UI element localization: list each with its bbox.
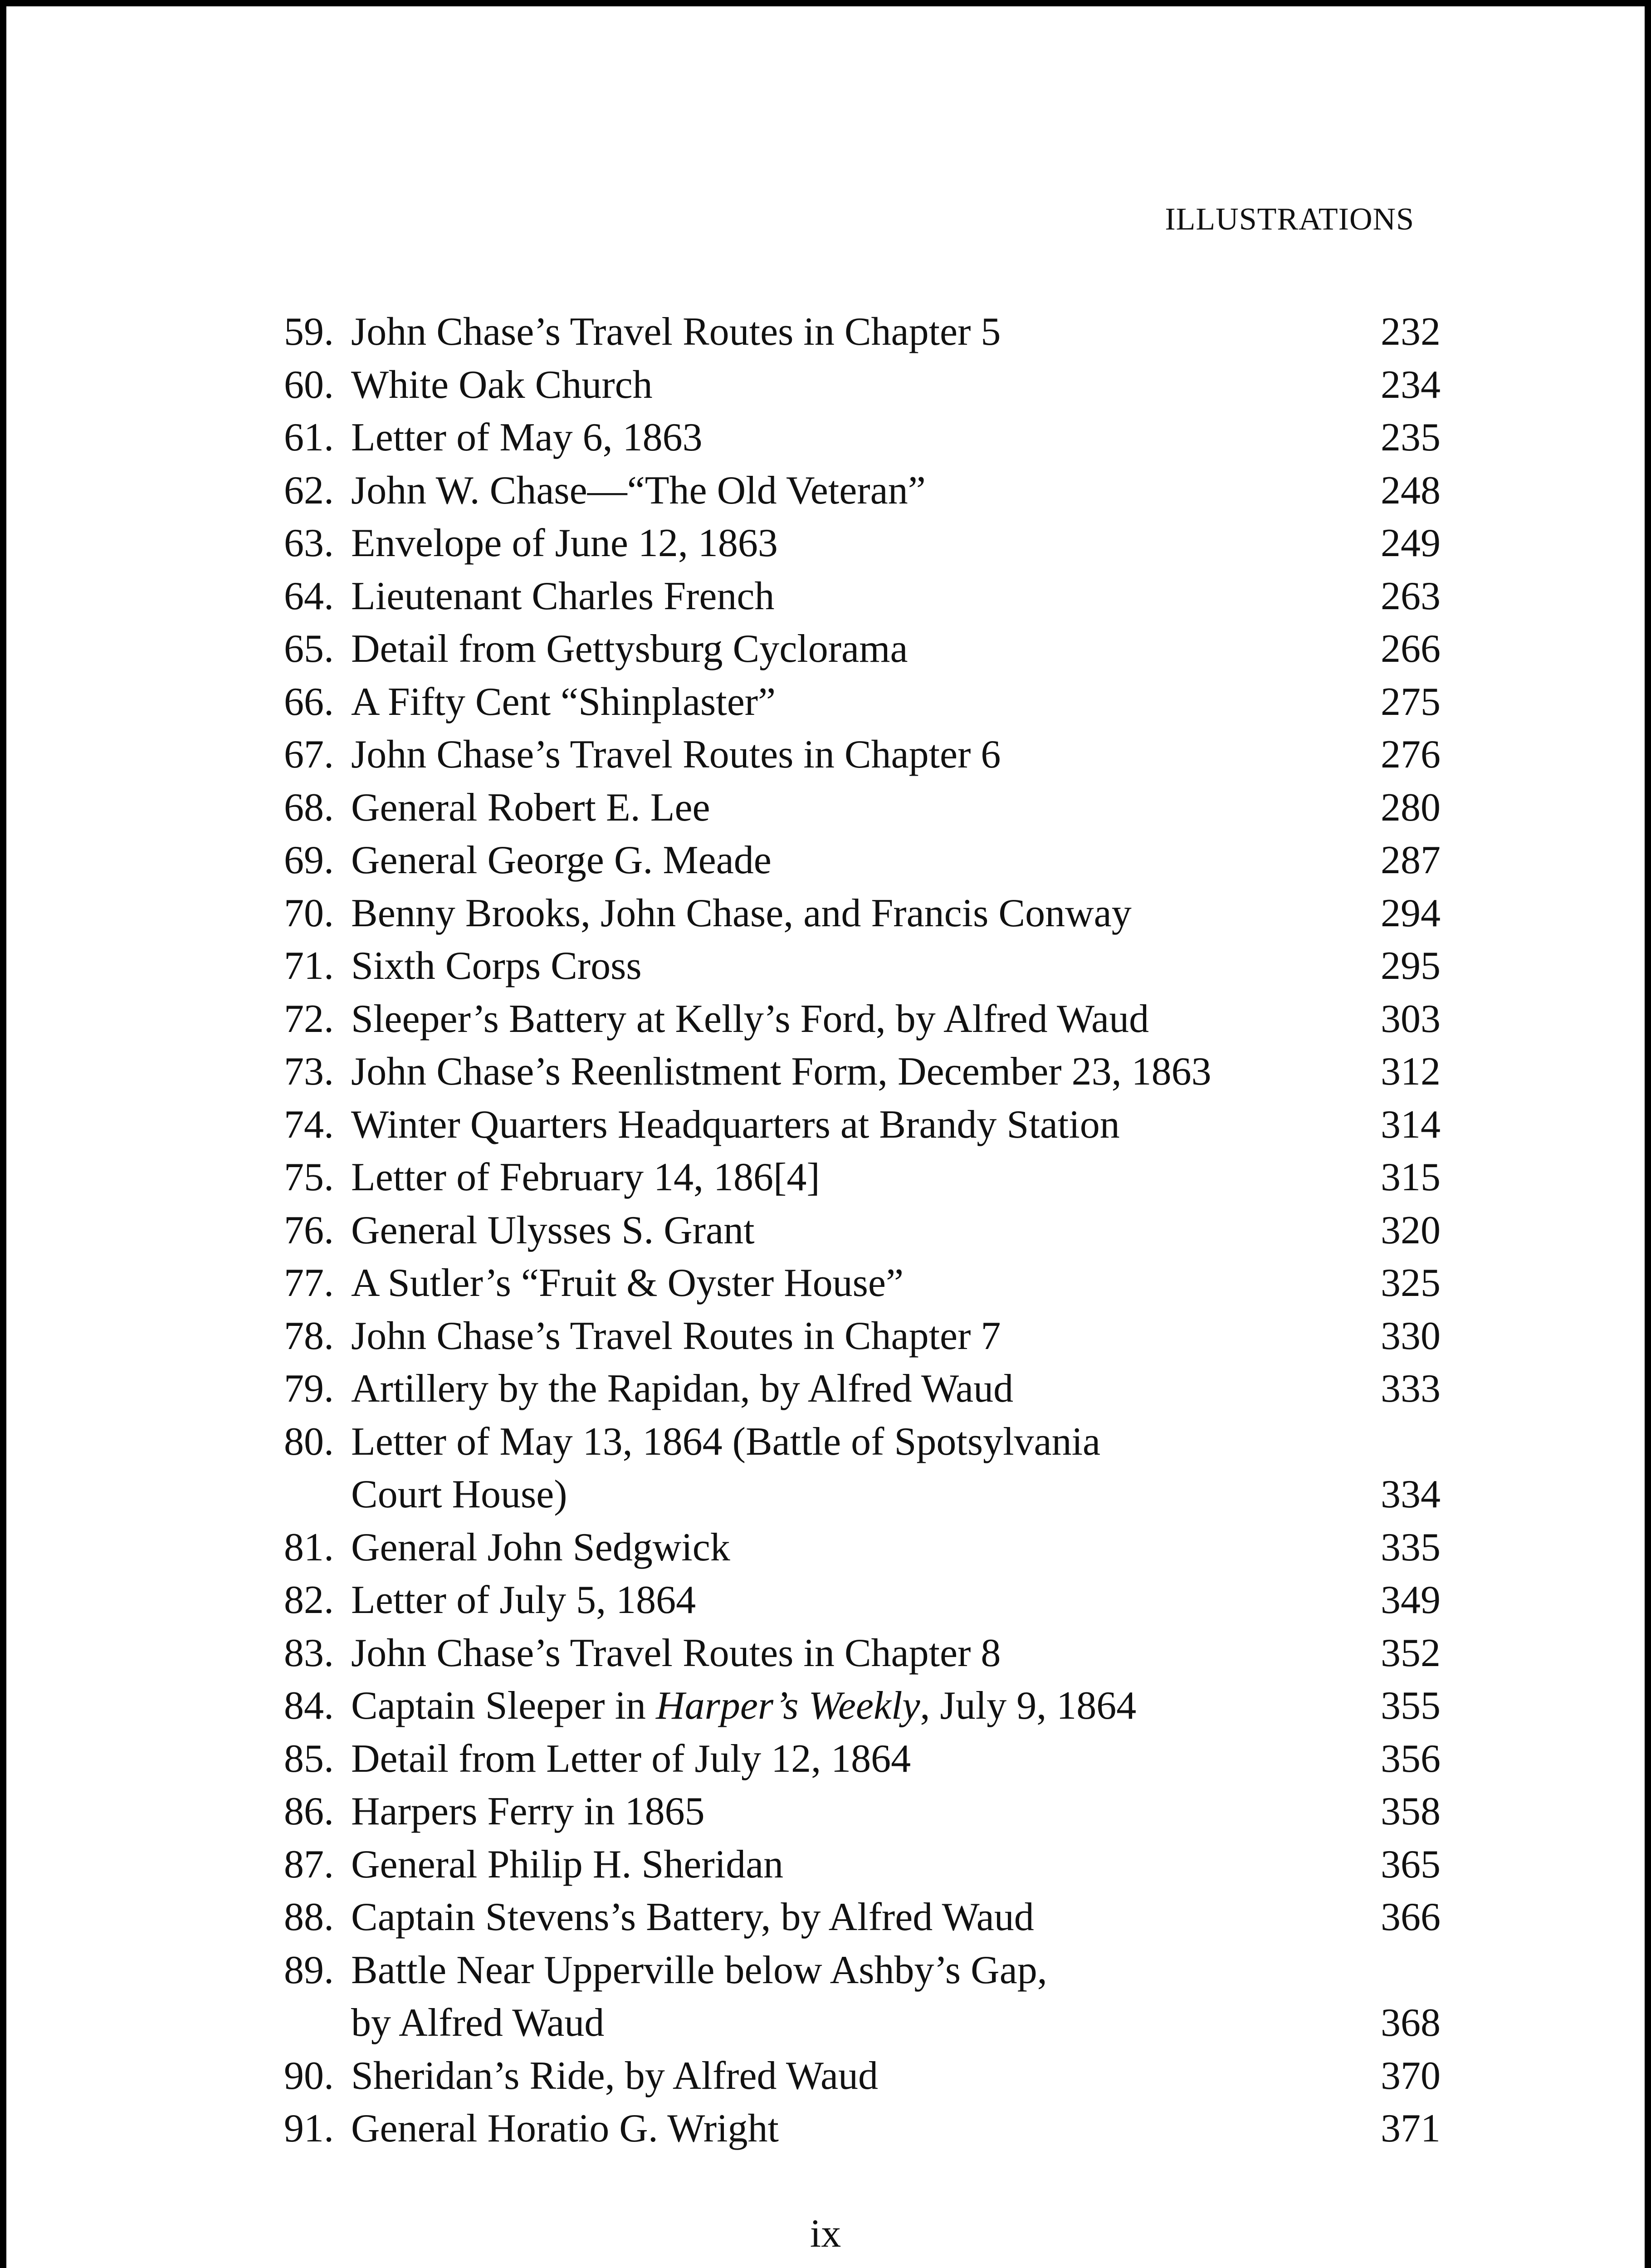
entry-text: General John Sedgwick <box>351 1525 730 1569</box>
entry-page-number: 266 <box>1381 627 1441 671</box>
entry-text: Detail from Letter of July 12, 1864 <box>351 1736 911 1781</box>
entry-text: Letter of May 13, 1864 (Battle of Spotsylvania <box>351 1419 1101 1464</box>
entry-number: 64. <box>284 574 334 618</box>
entry-page-number: 287 <box>1381 838 1441 882</box>
entry-text: Sheridan’s Ride, by Alfred Waud <box>351 2053 879 2098</box>
entry-first-line <box>284 1310 1359 1363</box>
entry-number: 68. <box>284 785 334 830</box>
entry-number: 86. <box>284 1789 334 1833</box>
entry-first-line <box>284 1416 1359 1469</box>
list-item <box>284 1574 1441 1627</box>
entry-title <box>284 1574 1359 1627</box>
entry-page-number: 333 <box>1381 1367 1441 1411</box>
entry-first-line <box>284 623 1359 676</box>
entry-text: White Oak Church <box>351 362 653 407</box>
list-item <box>284 1733 1441 1786</box>
entry-page-number: 248 <box>1381 468 1441 513</box>
entry-title <box>284 1838 1359 1892</box>
entry-page-number: 294 <box>1381 891 1441 935</box>
entry-page-number: 312 <box>1381 1050 1441 1094</box>
entry-page-number: 315 <box>1381 1155 1441 1199</box>
entry-first-line <box>284 676 1359 729</box>
entry-title <box>284 782 1359 835</box>
list-item <box>284 1944 1441 2050</box>
running-head: ILLUSTRATIONS <box>1165 202 1414 237</box>
entry-title <box>284 1257 1359 1310</box>
entry-first-line <box>284 1838 1359 1892</box>
entry-number: 90. <box>284 2053 334 2098</box>
entry-first-line <box>284 1944 1359 1997</box>
entry-title <box>284 1416 1359 1521</box>
entry-first-line <box>284 1785 1359 1838</box>
list-item <box>284 887 1441 940</box>
entry-page-number: 235 <box>1381 415 1441 459</box>
entry-page-number: 280 <box>1381 785 1441 830</box>
list-item <box>284 306 1441 359</box>
entry-page-number: 356 <box>1381 1736 1441 1781</box>
entry-title <box>284 411 1359 464</box>
entry-number: 82. <box>284 1578 334 1622</box>
entry-page-number: 295 <box>1381 944 1441 988</box>
entry-page-number: 355 <box>1381 1684 1441 1728</box>
entry-number: 81. <box>284 1525 334 1569</box>
entry-number: 78. <box>284 1314 334 1358</box>
entry-number: 61. <box>284 415 334 459</box>
list-item <box>284 2050 1441 2103</box>
entry-title <box>284 464 1359 518</box>
entry-title <box>284 623 1359 676</box>
entry-text: Letter of May 6, 1863 <box>351 415 703 459</box>
entry-number: 87. <box>284 1842 334 1887</box>
list-item <box>284 464 1441 518</box>
entry-text: Lieutenant Charles French <box>351 574 775 618</box>
entry-text: Winter Quarters Headquarters at Brandy Station <box>351 1102 1120 1147</box>
list-item <box>284 1785 1441 1838</box>
entry-first-line <box>284 1363 1359 1416</box>
entry-page-number: 234 <box>1381 362 1441 407</box>
list-item <box>284 834 1441 887</box>
entry-number: 71. <box>284 944 334 988</box>
entry-title <box>284 1046 1359 1099</box>
entry-title <box>284 887 1359 940</box>
entry-number: 69. <box>284 838 334 882</box>
entry-first-line <box>284 834 1359 887</box>
entry-title <box>284 1310 1359 1363</box>
entry-text: A Sutler’s “Fruit & Oyster House” <box>351 1261 904 1305</box>
entry-first-line <box>284 1574 1359 1627</box>
entry-title <box>284 1785 1359 1838</box>
entry-text: John W. Chase—“The Old Veteran” <box>351 468 926 513</box>
entry-first-line <box>284 2050 1359 2103</box>
list-item <box>284 517 1441 570</box>
entry-title <box>284 1099 1359 1152</box>
entry-page-number: 325 <box>1381 1261 1441 1305</box>
entry-title <box>284 1521 1359 1574</box>
list-item <box>284 1521 1441 1574</box>
list-item <box>284 1257 1441 1310</box>
entry-number: 76. <box>284 1208 334 1252</box>
entry-title <box>284 2102 1359 2156</box>
list-item <box>284 623 1441 676</box>
italic-title: Harper’s Weekly <box>656 1684 920 1728</box>
entry-title <box>284 359 1359 412</box>
entry-page-number: 368 <box>1381 2001 1441 2045</box>
list-item <box>284 782 1441 835</box>
list-item <box>284 676 1441 729</box>
entry-title <box>284 570 1359 623</box>
entry-page-number: 349 <box>1381 1578 1441 1622</box>
entry-first-line <box>284 2102 1359 2156</box>
entry-text: General Robert E. Lee <box>351 785 710 830</box>
entry-title <box>284 834 1359 887</box>
entry-page-number: 334 <box>1381 1472 1441 1516</box>
entry-page-number: 303 <box>1381 997 1441 1041</box>
entry-text: Court House) <box>351 1472 567 1516</box>
list-item <box>284 1416 1441 1521</box>
entry-first-line <box>284 993 1359 1046</box>
entry-number: 91. <box>284 2107 334 2151</box>
entry-number: 65. <box>284 627 334 671</box>
list-item <box>284 1099 1441 1152</box>
list-item <box>284 1891 1441 1944</box>
entry-first-line <box>284 940 1359 993</box>
entry-number: 88. <box>284 1895 334 1939</box>
entry-number: 72. <box>284 997 334 1041</box>
entry-first-line <box>284 517 1359 570</box>
list-item <box>284 359 1441 412</box>
entry-title <box>284 1151 1359 1204</box>
entry-page-number: 275 <box>1381 679 1441 724</box>
entry-number: 89. <box>284 1948 334 1992</box>
entry-page-number: 232 <box>1381 310 1441 354</box>
entry-text: John Chase’s Travel Routes in Chapter 6 <box>351 733 1001 777</box>
entry-text: Harpers Ferry in 1865 <box>351 1789 705 1833</box>
entry-number: 70. <box>284 891 334 935</box>
entry-page-number: 314 <box>1381 1102 1441 1147</box>
entry-text: John Chase’s Travel Routes in Chapter 8 <box>351 1631 1001 1675</box>
entry-page-number: 366 <box>1381 1895 1441 1939</box>
entry-continuation-line <box>284 1997 1359 2050</box>
entry-page-number: 330 <box>1381 1314 1441 1358</box>
entry-first-line <box>284 728 1359 782</box>
entry-title <box>284 728 1359 782</box>
page-folio: ix <box>810 2212 841 2256</box>
entry-continuation-line <box>284 1468 1359 1521</box>
entry-title <box>284 1944 1359 2050</box>
entry-first-line <box>284 1627 1359 1680</box>
entry-first-line <box>284 306 1359 359</box>
list-item <box>284 1151 1441 1204</box>
entry-first-line <box>284 1151 1359 1204</box>
entry-text: Battle Near Upperville below Ashby’s Gap, <box>351 1948 1047 1992</box>
entry-text: General Philip H. Sheridan <box>351 1842 784 1887</box>
entry-number: 75. <box>284 1155 334 1199</box>
entry-first-line <box>284 411 1359 464</box>
entry-page-number: 276 <box>1381 733 1441 777</box>
list-item <box>284 411 1441 464</box>
list-item <box>284 1310 1441 1363</box>
entry-text: Letter of February 14, 186[4] <box>351 1155 820 1199</box>
list-item <box>284 1046 1441 1099</box>
list-item <box>284 728 1441 782</box>
entry-first-line <box>284 1891 1359 1944</box>
entry-text: Detail from Gettysburg Cyclorama <box>351 627 908 671</box>
entry-title <box>284 1363 1359 1416</box>
entry-page-number: 371 <box>1381 2107 1441 2151</box>
entry-number: 74. <box>284 1102 334 1147</box>
entry-text: Captain Sleeper in Harper’s Weekly, July 9, 1864 <box>351 1684 1137 1728</box>
entry-page-number: 263 <box>1381 574 1441 618</box>
entry-page-number: 352 <box>1381 1631 1441 1675</box>
entry-first-line <box>284 1257 1359 1310</box>
entry-first-line <box>284 1680 1359 1733</box>
entry-first-line <box>284 1521 1359 1574</box>
entry-first-line <box>284 570 1359 623</box>
list-item <box>284 993 1441 1046</box>
entry-title <box>284 517 1359 570</box>
entry-text: Sleeper’s Battery at Kelly’s Ford, by Alfred Waud <box>351 997 1149 1041</box>
list-item <box>284 1204 1441 1257</box>
entry-number: 59. <box>284 310 334 354</box>
entry-text: Envelope of June 12, 1863 <box>351 521 778 565</box>
entry-page-number: 370 <box>1381 2053 1441 2098</box>
entry-number: 85. <box>284 1736 334 1781</box>
entry-text: General George G. Meade <box>351 838 772 882</box>
entry-text: A Fifty Cent “Shinplaster” <box>351 679 776 724</box>
entry-number: 77. <box>284 1261 334 1305</box>
entry-text: Sixth Corps Cross <box>351 944 642 988</box>
entry-number: 67. <box>284 733 334 777</box>
entry-title <box>284 676 1359 729</box>
entry-title <box>284 1627 1359 1680</box>
book-page <box>6 6 1645 2268</box>
entry-text: John Chase’s Travel Routes in Chapter 5 <box>351 310 1001 354</box>
entry-title <box>284 1680 1359 1733</box>
entry-first-line <box>284 359 1359 412</box>
entry-number: 63. <box>284 521 334 565</box>
entry-title <box>284 1204 1359 1257</box>
entry-first-line <box>284 782 1359 835</box>
entry-title <box>284 2050 1359 2103</box>
list-item <box>284 1627 1441 1680</box>
entry-number: 62. <box>284 468 334 513</box>
entry-title <box>284 306 1359 359</box>
entry-number: 80. <box>284 1419 334 1464</box>
entry-page-number: 249 <box>1381 521 1441 565</box>
entry-text: Letter of July 5, 1864 <box>351 1578 696 1622</box>
entry-first-line <box>284 464 1359 518</box>
list-item <box>284 940 1441 993</box>
entry-number: 66. <box>284 679 334 724</box>
entry-title <box>284 940 1359 993</box>
entry-first-line <box>284 1099 1359 1152</box>
entry-text: Artillery by the Rapidan, by Alfred Waud <box>351 1367 1014 1411</box>
entry-first-line <box>284 1204 1359 1257</box>
entry-first-line <box>284 887 1359 940</box>
entry-text: General Horatio G. Wright <box>351 2107 779 2151</box>
entry-text: John Chase’s Reenlistment Form, December 23, 1863 <box>351 1050 1211 1094</box>
entry-number: 84. <box>284 1684 334 1728</box>
entry-number: 60. <box>284 362 334 407</box>
entry-page-number: 320 <box>1381 1208 1441 1252</box>
entry-number: 73. <box>284 1050 334 1094</box>
entry-page-number: 335 <box>1381 1525 1441 1569</box>
entry-page-number: 358 <box>1381 1789 1441 1833</box>
list-item <box>284 570 1441 623</box>
entry-text: by Alfred Waud <box>351 2001 605 2045</box>
entry-first-line <box>284 1046 1359 1099</box>
entry-text: General Ulysses S. Grant <box>351 1208 755 1252</box>
entry-text: Captain Stevens’s Battery, by Alfred Waud <box>351 1895 1034 1939</box>
entry-number: 79. <box>284 1367 334 1411</box>
entry-first-line <box>284 1733 1359 1786</box>
entry-page-number: 365 <box>1381 1842 1441 1887</box>
entry-text: Benny Brooks, John Chase, and Francis Conway <box>351 891 1132 935</box>
entry-text: John Chase’s Travel Routes in Chapter 7 <box>351 1314 1001 1358</box>
list-item <box>284 2102 1441 2156</box>
entry-number: 83. <box>284 1631 334 1675</box>
list-item <box>284 1838 1441 1892</box>
entry-title <box>284 993 1359 1046</box>
list-item <box>284 1363 1441 1416</box>
list-item <box>284 1680 1441 1733</box>
entry-title <box>284 1891 1359 1944</box>
entry-title <box>284 1733 1359 1786</box>
illustrations-list <box>284 306 1441 2156</box>
